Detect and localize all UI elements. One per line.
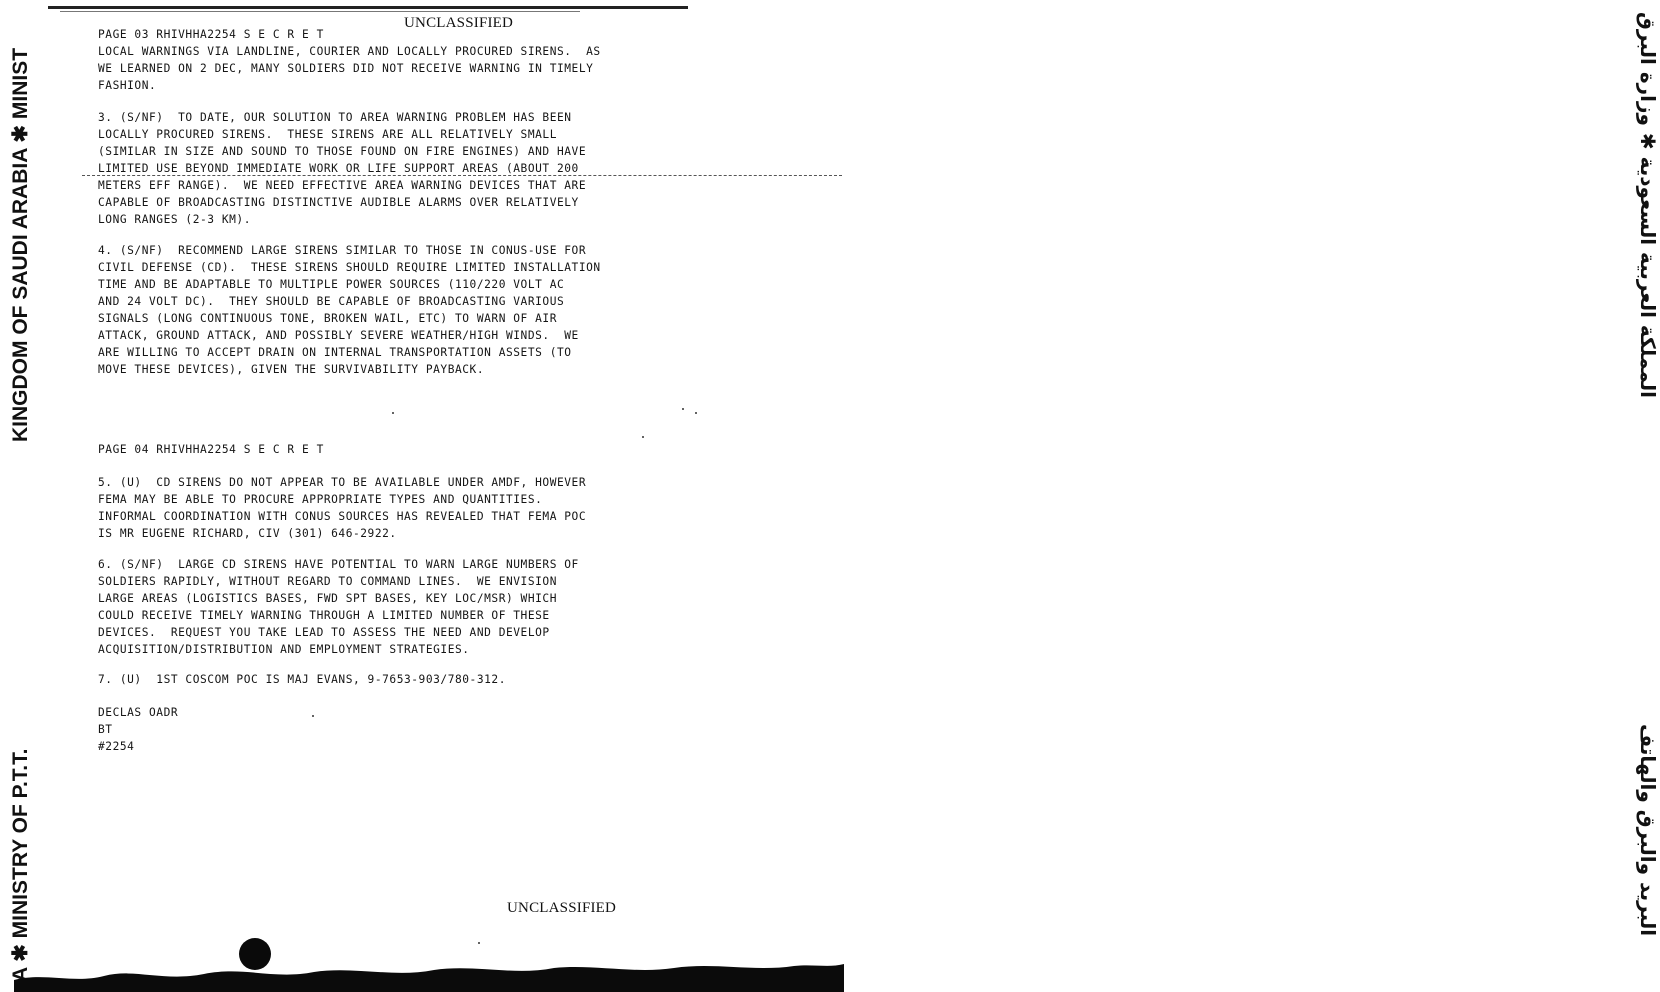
text-line: LIMITED USE BEYOND IMMEDIATE WORK OR LIFE SUPPORT AREAS (ABOUT 200: [98, 162, 579, 175]
right-stamp-upper-text: المملكة العربية السعودية ✱ وزارة البرق: [1636, 12, 1660, 398]
text-line: DEVICES. REQUEST YOU TAKE LEAD TO ASSESS THE NEED AND DEVELOP: [98, 626, 550, 639]
text-line: (SIMILAR IN SIZE AND SOUND TO THOSE FOUND ON FIRE ENGINES) AND HAVE: [98, 145, 587, 158]
torn-bottom-edge: [14, 958, 844, 992]
text-line: 4. (S/NF) RECOMMEND LARGE SIRENS SIMILAR TO THOSE IN CONUS-USE FOR: [98, 244, 587, 257]
top-border-rule-secondary: [60, 11, 580, 12]
text-line: SOLDIERS RAPIDLY, WITHOUT REGARD TO COMMAND LINES. WE ENVISION: [98, 575, 557, 588]
text-line: 7. (U) 1ST COSCOM POC IS MAJ EVANS, 9-7653-903/780-312.: [98, 673, 506, 686]
left-stamp-upper-text: KINGDOM OF SAUDI ARABIA ✱ MINIST: [9, 47, 32, 442]
scan-speck: [682, 408, 684, 410]
text-line: DECLAS OADR: [98, 706, 179, 719]
text-line: AND 24 VOLT DC). THEY SHOULD BE CAPABLE OF BROADCASTING VARIOUS: [98, 295, 565, 308]
right-stamp-lower-text: البريد والبرق والهاتف: [1636, 724, 1660, 937]
text-line: FEMA MAY BE ABLE TO PROCURE APPROPRIATE TYPES AND QUANTITIES.: [98, 493, 543, 506]
scan-speck: [312, 715, 314, 717]
left-stamp-border: [0, 0, 44, 992]
left-stamp-lower-text: A ✱ MINISTRY OF P.T.T.: [9, 748, 32, 982]
classification-footer: UNCLASSIFIED: [507, 900, 617, 916]
text-line: 5. (U) CD SIRENS DO NOT APPEAR TO BE AVAILABLE UNDER AMDF, HOWEVER: [98, 476, 587, 489]
right-stamp-border: [820, 0, 1660, 992]
scan-speck: [642, 436, 644, 438]
classification-header: UNCLASSIFIED: [404, 15, 514, 31]
text-line: IS MR EUGENE RICHARD, CIV (301) 646-2922.: [98, 527, 397, 540]
text-line: CAPABLE OF BROADCASTING DISTINCTIVE AUDIBLE ALARMS OVER RELATIVELY: [98, 196, 579, 209]
text-line: LOCAL WARNINGS VIA LANDLINE, COURIER AND LOCALLY PROCURED SIRENS. AS: [98, 45, 601, 58]
text-line: SIGNALS (LONG CONTINUOUS TONE, BROKEN WAIL, ETC) TO WARN OF AIR: [98, 312, 557, 325]
text-line: WE LEARNED ON 2 DEC, MANY SOLDIERS DID NOT RECEIVE WARNING IN TIMELY: [98, 62, 594, 75]
page-header-line: PAGE 03 RHIVHHA2254 S E C R E T: [98, 28, 324, 41]
text-line: ARE WILLING TO ACCEPT DRAIN ON INTERNAL TRANSPORTATION ASSETS (TO: [98, 346, 572, 359]
text-line: TIME AND BE ADAPTABLE TO MULTIPLE POWER SOURCES (110/220 VOLT AC: [98, 278, 565, 291]
text-line: INFORMAL COORDINATION WITH CONUS SOURCES HAS REVEALED THAT FEMA POC: [98, 510, 587, 523]
text-line: BT: [98, 723, 113, 736]
scan-speck: [478, 942, 480, 944]
text-line: CIVIL DEFENSE (CD). THESE SIRENS SHOULD REQUIRE LIMITED INSTALLATION: [98, 261, 601, 274]
text-line: #2254: [98, 740, 135, 753]
text-line: ACQUISITION/DISTRIBUTION AND EMPLOYMENT STRATEGIES.: [98, 643, 470, 656]
text-line: LOCALLY PROCURED SIRENS. THESE SIRENS ARE ALL RELATIVELY SMALL: [98, 128, 557, 141]
text-line: 3. (S/NF) TO DATE, OUR SOLUTION TO AREA WARNING PROBLEM HAS BEEN: [98, 111, 572, 124]
top-border-rule: [48, 6, 688, 9]
text-line: LONG RANGES (2-3 KM).: [98, 213, 251, 226]
text-line: ATTACK, GROUND ATTACK, AND POSSIBLY SEVERE WEATHER/HIGH WINDS. WE: [98, 329, 579, 342]
text-line: FASHION.: [98, 79, 157, 92]
text-line: LARGE AREAS (LOGISTICS BASES, FWD SPT BASES, KEY LOC/MSR) WHICH: [98, 592, 557, 605]
text-line: METERS EFF RANGE). WE NEED EFFECTIVE AREA WARNING DEVICES THAT ARE: [98, 179, 587, 192]
text-line: MOVE THESE DEVICES), GIVEN THE SURVIVABILITY PAYBACK.: [98, 363, 485, 376]
scan-speck: [695, 412, 697, 414]
text-line: COULD RECEIVE TIMELY WARNING THROUGH A LIMITED NUMBER OF THESE: [98, 609, 550, 622]
page-header-line: PAGE 04 RHIVHHA2254 S E C R E T: [98, 443, 324, 456]
text-line: 6. (S/NF) LARGE CD SIRENS HAVE POTENTIAL TO WARN LARGE NUMBERS OF: [98, 558, 579, 571]
scan-speck: [392, 412, 394, 414]
